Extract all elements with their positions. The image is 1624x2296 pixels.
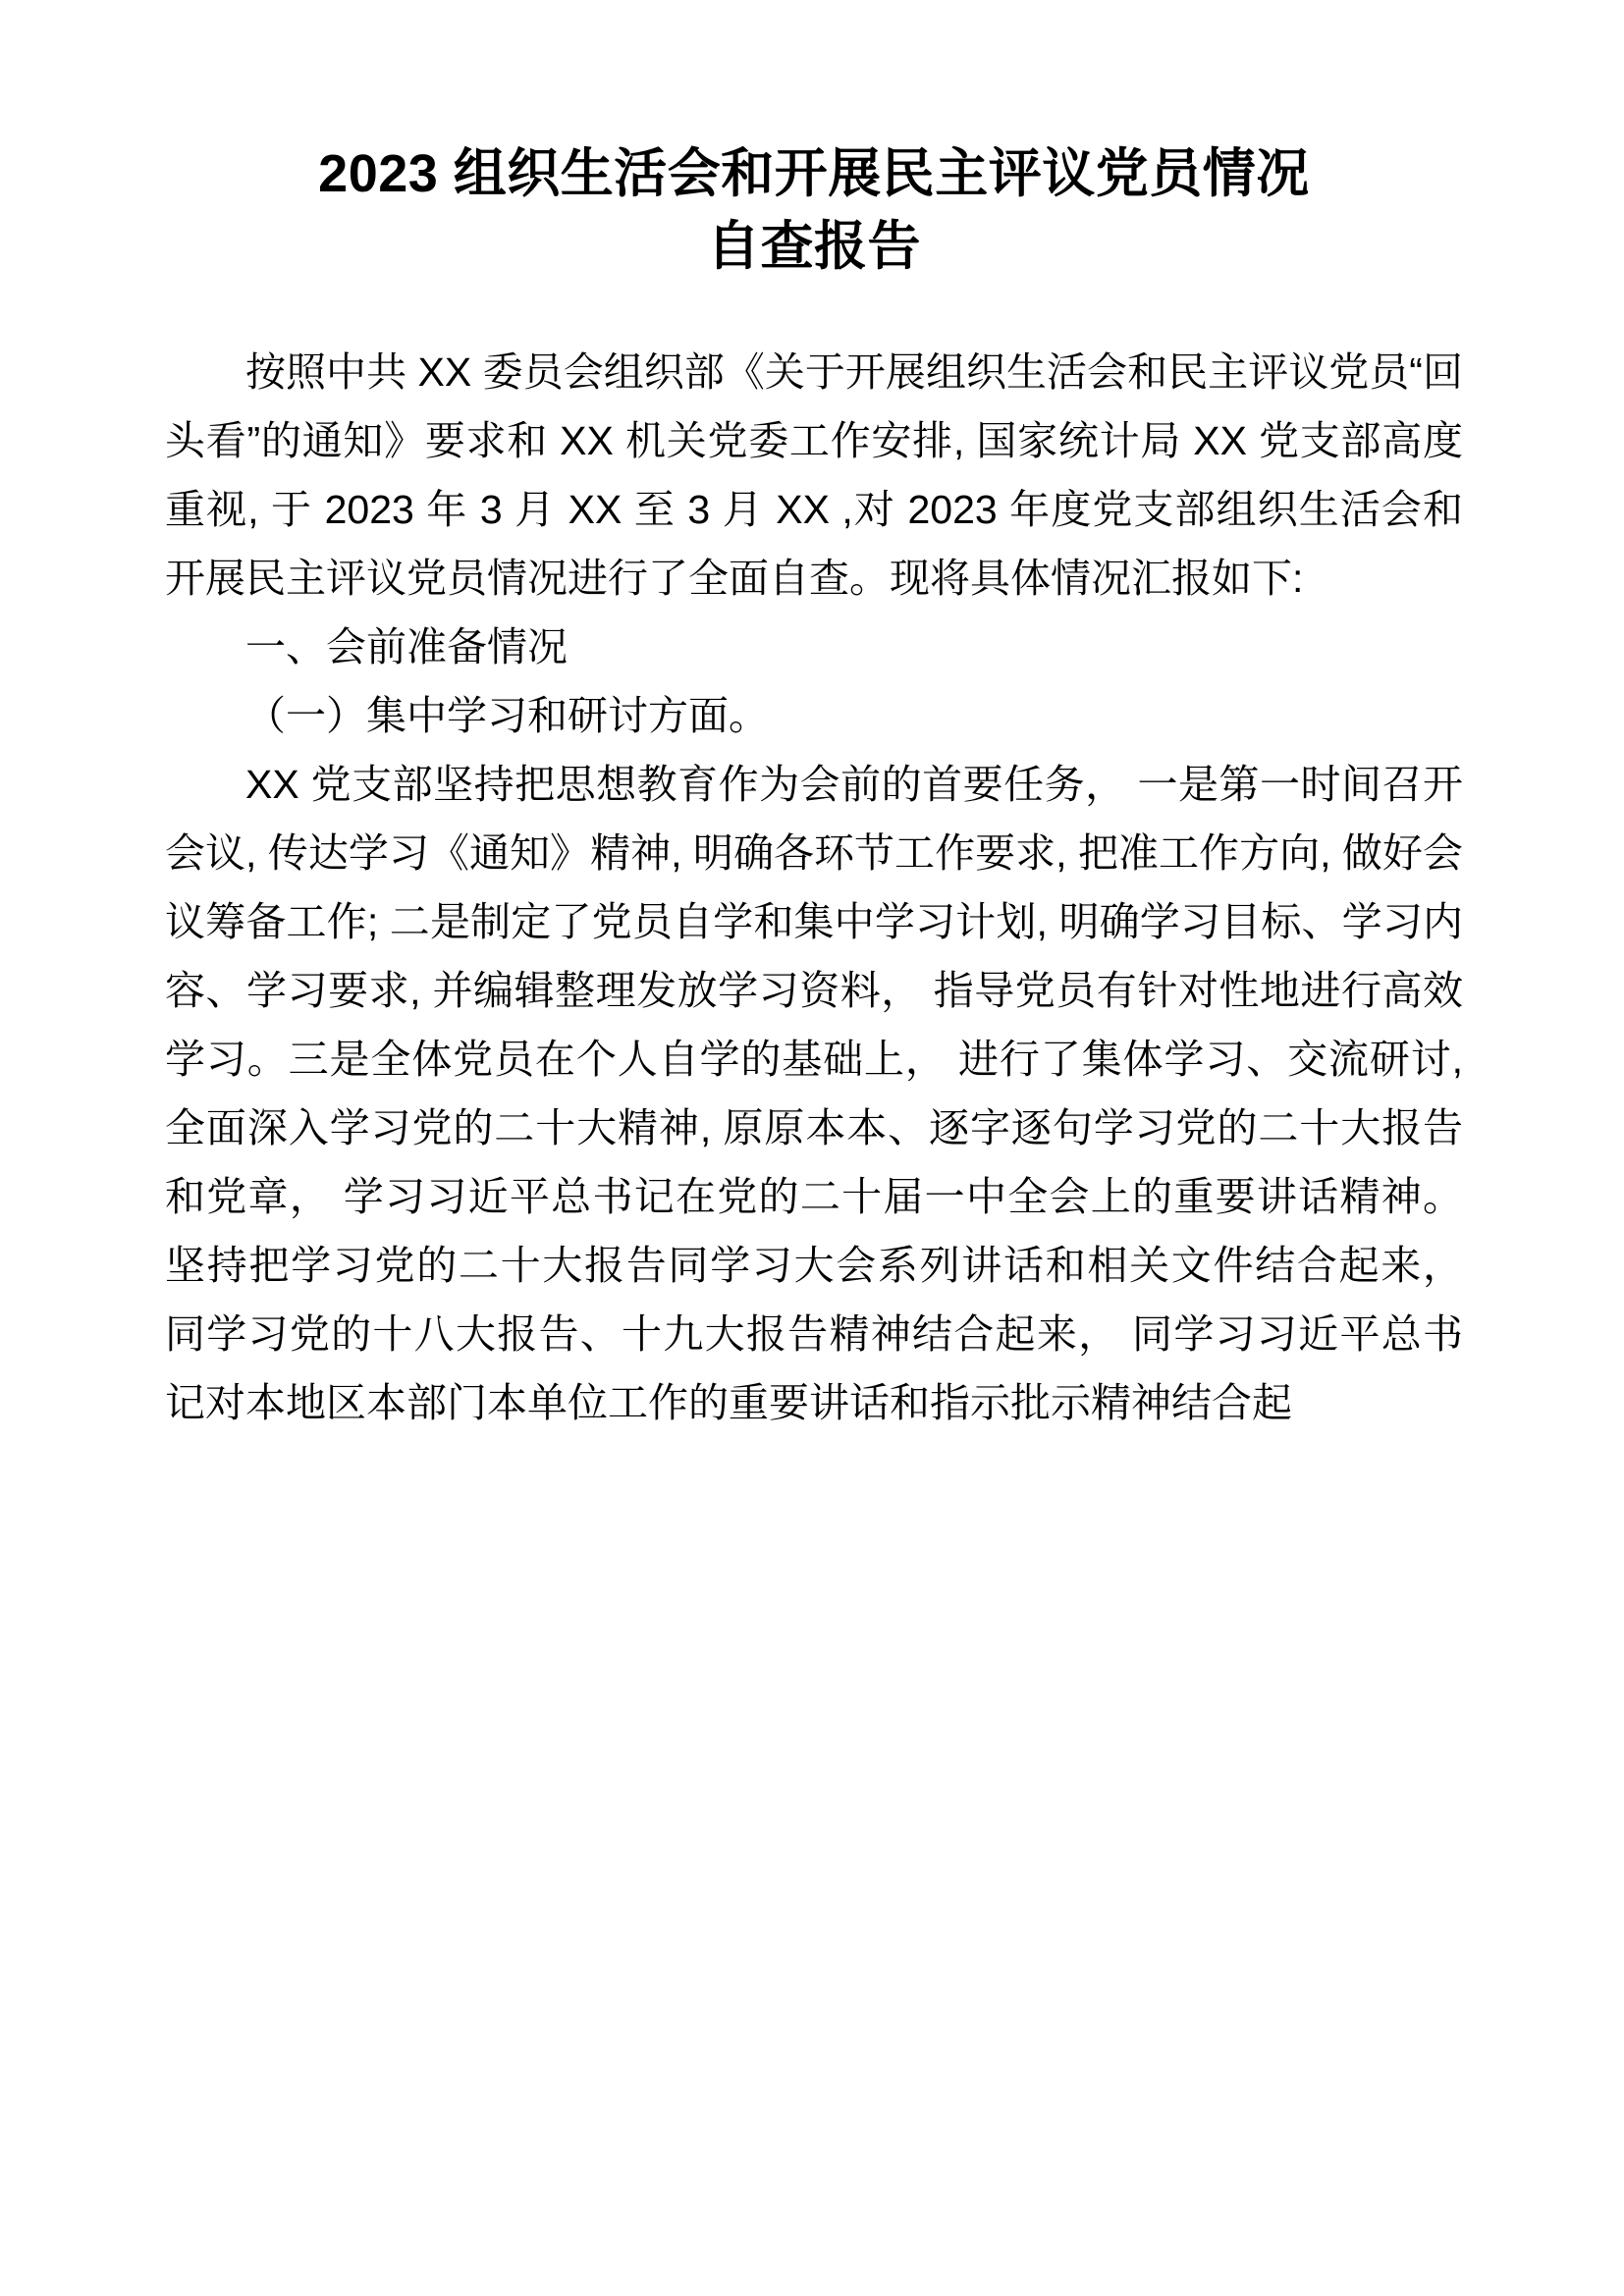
section-heading-one: 一、会前准备情况 <box>245 624 568 669</box>
intro-paragraph: 按照中共 XX 委员会组织部《关于开展组织生活会和民主评议党员“回头看”的通知》要求和 XX 机关党委工作安排, 国家统计局 XX 党支部高度重视, 于 2023 年 3 月 XX 至 3 月 XX ,对 2023 年度党支部组织生活会和开展民主评议党员情况进行了全面自查。现将具体情况汇报如下: <box>165 349 1463 601</box>
study-and-discussion-paragraph: XX 党支部坚持把思想教育作为会前的首要任务， 一是第一时间召开会议, 传达学习《通知》精神, 明确各环节工作要求, 把准工作方向, 做好会议筹备工作; 二是制定了党员自学和集中学习计划, 明确学习目标、学习内容、学习要求, 并编辑整理发放学习资料， 指导党员有针对性地进行高效学习。三是全体党员在个人自学的基础上， 进行了集体学习、交流研讨, 全面深入学习党的二十大精神, 原原本本、逐字逐句学习党的二十大报告和党章， 学习习近平总书记在党的二十届一中全会上的重要讲话精神。坚持把学习党的二十大报告同学习大会系列讲话和相关文件结合起来， 同学习党的十八大报告、十九大报告精神结合起来， 同学习习近平总书记对本地区本部门本单位工作的重要讲话和指示批示精神结合起 <box>165 762 1463 1425</box>
page-title-line-2: 自查报告 <box>707 217 921 276</box>
subsection-heading-one-1: （一）集中学习和研讨方面。 <box>245 693 769 738</box>
page-title-line-1: 2023 组织生活会和开展民主评议党员情况 <box>318 144 1310 203</box>
document-body <box>165 338 1463 1437</box>
page-title <box>165 0 1463 283</box>
document-content <box>165 0 1463 1437</box>
